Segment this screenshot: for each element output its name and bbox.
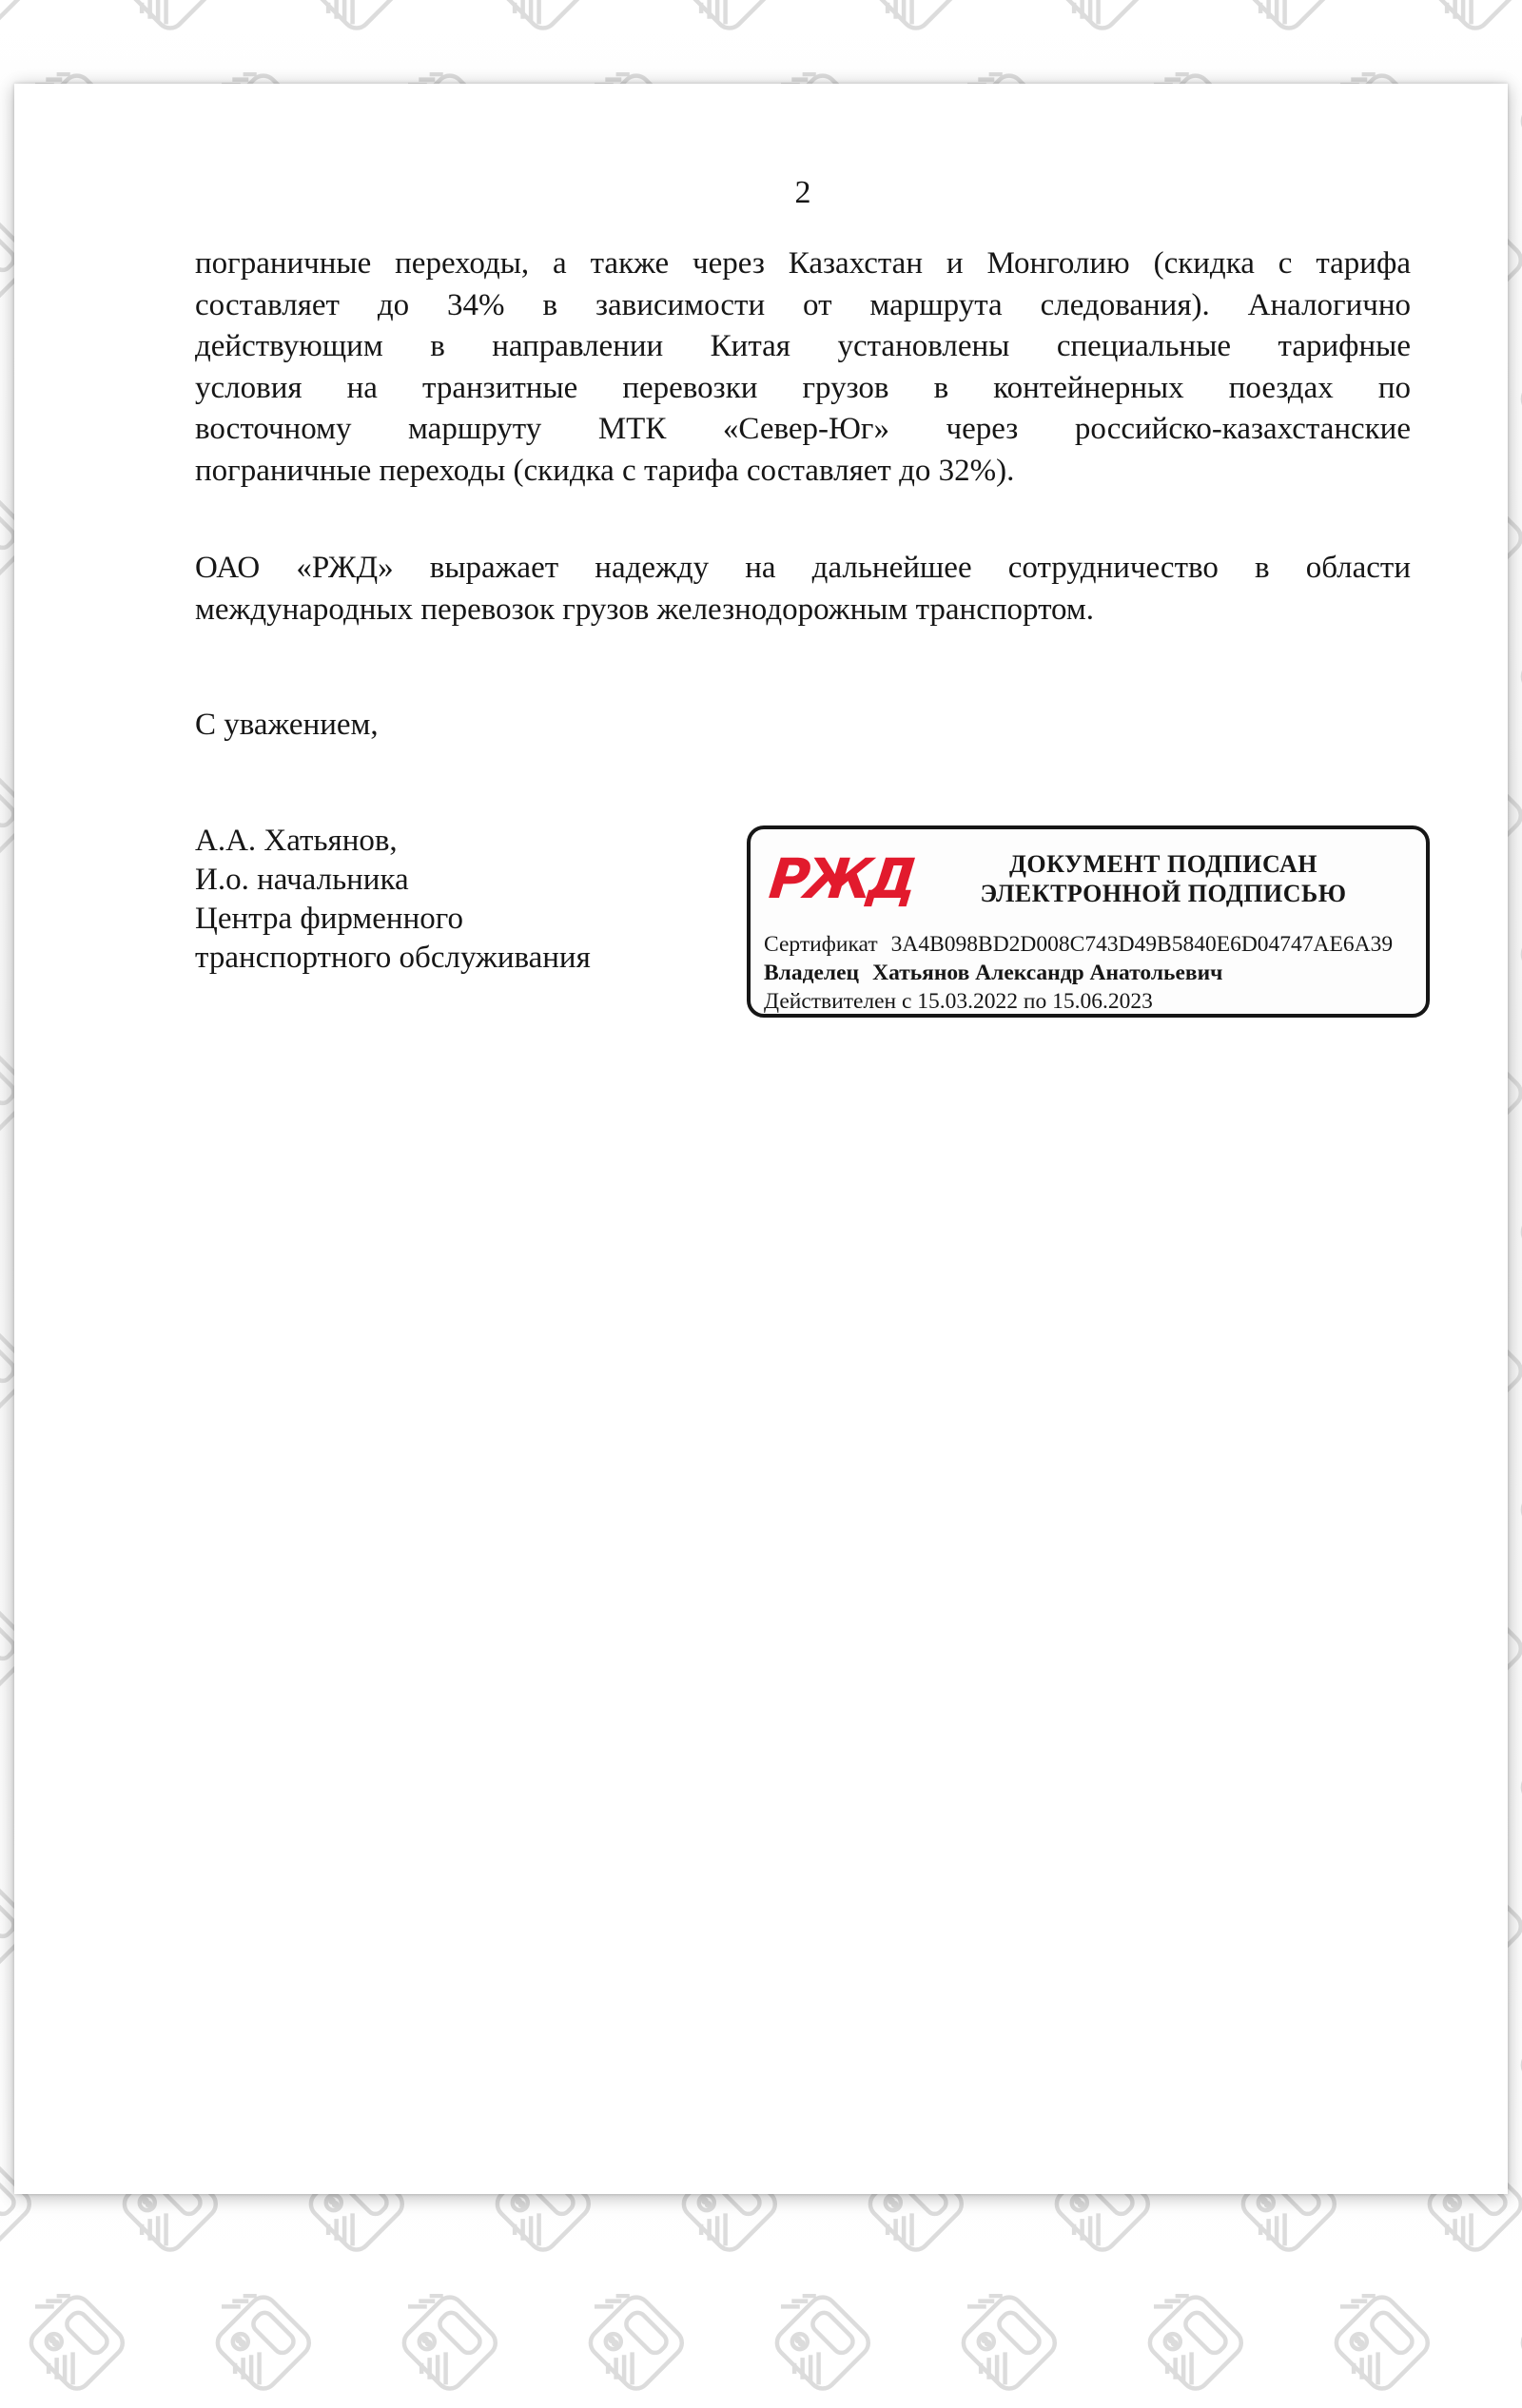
- certificate-label: Сертификат: [764, 932, 878, 957]
- signatory-name: А.А. Хатьянов,: [195, 824, 398, 858]
- certificate-value: 3A4B098BD2D008C743D49B5840E6D04747AE6A39: [890, 932, 1394, 957]
- luggage-tag-icon: [1509, 1183, 1522, 1297]
- luggage-tag-icon: [204, 2294, 318, 2408]
- luggage-tag-icon: [297, 0, 411, 48]
- signatory-title-line: транспортного обслуживания: [195, 941, 591, 975]
- letter-page: [14, 84, 1508, 2194]
- luggage-tag-icon: [949, 2294, 1063, 2408]
- luggage-tag-icon: [1043, 0, 1157, 48]
- luggage-tag-icon: [483, 0, 597, 48]
- text-line: пограничные переходы (скидка с тарифа составляет до 32%).: [195, 453, 1015, 488]
- luggage-tag-icon: [1229, 0, 1343, 48]
- stamp-title: [916, 849, 1411, 908]
- owner-label: Владелец: [764, 961, 860, 985]
- luggage-tag-icon: [1509, 350, 1522, 464]
- luggage-tag-icon: [856, 0, 970, 48]
- text-line: условия на транзитные перевозки грузов в контейнерных поездах по: [195, 370, 1411, 405]
- luggage-tag-icon: [1509, 905, 1522, 1020]
- luggage-tag-icon: [670, 0, 784, 48]
- validity-row: Действителен с 15.03.2022 по 15.06.2023: [764, 989, 1153, 1014]
- luggage-tag-icon: [1415, 0, 1522, 48]
- luggage-tag-icon: [1509, 628, 1522, 742]
- text-line: ОАО «РЖД» выражает надежду на дальнейшее сотрудничество в области: [195, 551, 1411, 585]
- certificate-row: [764, 930, 1411, 959]
- text-line: восточному маршруту МТК «Север-Юг» через российско-казахстанские: [195, 412, 1411, 446]
- luggage-tag-icon: [0, 0, 38, 48]
- luggage-tag-icon: [1509, 2016, 1522, 2130]
- luggage-tag-icon: [1509, 2294, 1522, 2408]
- signature-block: [195, 822, 591, 978]
- luggage-tag-icon: [390, 2294, 504, 2408]
- text-line: действующим в направлении Китая установлены специальные тарифные: [195, 329, 1411, 363]
- luggage-tag-icon: [1322, 2294, 1436, 2408]
- luggage-tag-icon: [17, 2294, 131, 2408]
- paragraph-tariff-conditions: [195, 243, 1411, 492]
- luggage-tag-icon: [1509, 1738, 1522, 1853]
- signatory-title-line: И.о. начальника: [195, 863, 409, 897]
- page-number: 2: [794, 175, 811, 210]
- owner-row: [764, 959, 1411, 987]
- luggage-tag-icon: [1509, 1461, 1522, 1575]
- stamp-details: [764, 930, 1411, 1016]
- stamp-title-line: ЭЛЕКТРОННОЙ ПОДПИСЬЮ: [980, 880, 1347, 907]
- paragraph-cooperation: [195, 548, 1411, 631]
- signatory-title-line: Центра фирменного: [195, 902, 463, 936]
- electronic-signature-stamp: [747, 825, 1430, 1018]
- text-line: составляет до 34% в зависимости от маршрута следования). Аналогично: [195, 287, 1411, 322]
- stamp-header: [764, 837, 1411, 921]
- rzd-logo-icon: РЖД: [766, 846, 916, 911]
- closing-salutation: С уважением,: [195, 708, 379, 742]
- luggage-tag-icon: [1509, 72, 1522, 186]
- owner-value: Хатьянов Александр Анатольевич: [872, 961, 1223, 985]
- luggage-tag-icon: [763, 2294, 877, 2408]
- luggage-tag-icon: [576, 2294, 691, 2408]
- text-line: международных перевозок грузов железнодорожным транспортом.: [195, 592, 1095, 627]
- luggage-tag-icon: [1136, 2294, 1250, 2408]
- text-line: пограничные переходы, а также через Казахстан и Монголию (скидка с тарифа: [195, 246, 1411, 281]
- luggage-tag-icon: [110, 0, 224, 48]
- stamp-title-line: ДОКУМЕНТ ПОДПИСАН: [1009, 850, 1317, 878]
